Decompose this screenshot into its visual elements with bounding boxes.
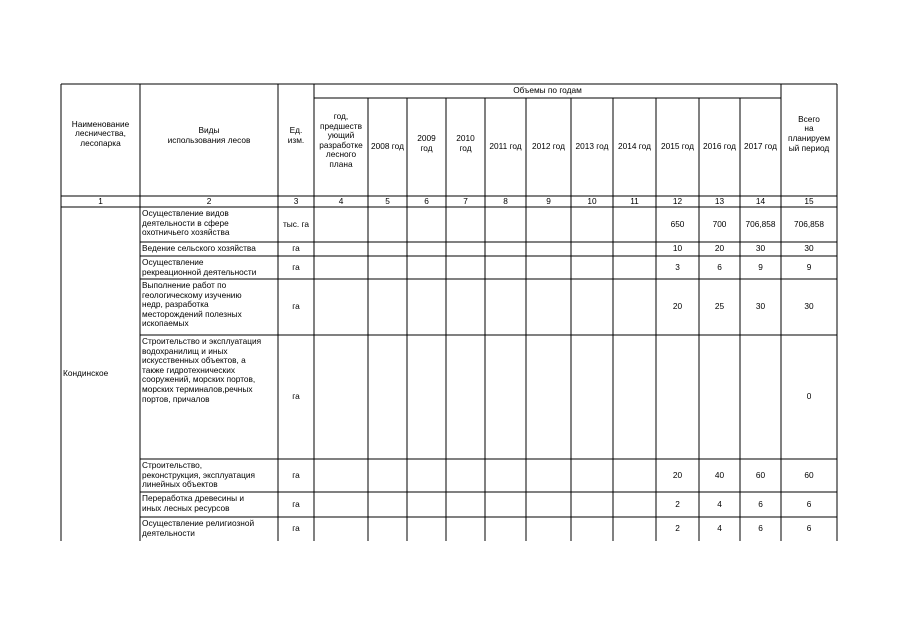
row-0-unit-text: тыс. га: [283, 218, 309, 229]
row-1-total: [781, 242, 837, 256]
row-3-2017-text: 30: [755, 301, 766, 312]
row-3-2016: [699, 279, 740, 335]
row-6-2016: [699, 492, 740, 517]
row-1-total-text: 30: [804, 243, 814, 254]
row-2-2015-text: 3: [675, 261, 680, 272]
header-year-7: [613, 98, 656, 196]
header-use-type-text: Виды использования лесов: [167, 125, 251, 145]
header-year-4: [485, 98, 526, 196]
column-number-2: [140, 196, 278, 207]
row-1-2015: [656, 242, 699, 256]
column-number-5: [368, 196, 407, 207]
column-number-11: [613, 196, 656, 207]
row-7-use-type-text: Осуществление религиозной деятельности: [142, 519, 255, 538]
header-year-4-text: 2011 год: [489, 141, 522, 152]
column-number-4: [314, 196, 368, 207]
row-0-total-text: 706,858: [794, 218, 824, 229]
row-5-2015: [656, 459, 699, 492]
row-3-use-type-text: Выполнение работ по геологическому изучению недр, разработка месторождений полезных ископаемых: [142, 281, 242, 329]
row-0-2016-text: 700: [712, 218, 727, 229]
row-0-2016: [699, 207, 740, 242]
row-5-total: [781, 459, 837, 492]
header-year-9: [699, 98, 740, 196]
row-7-2017: [740, 517, 781, 541]
column-number-6-text: 6: [424, 196, 429, 206]
row-0-2015-text: 650: [670, 218, 685, 229]
row-2-2017-text: 9: [758, 261, 763, 272]
header-year-9-text: 2016 год: [703, 141, 736, 152]
column-number-7-text: 7: [463, 196, 468, 206]
row-2-2016: [699, 256, 740, 279]
row-7-use-type: [140, 519, 278, 541]
row-5-2017-text: 60: [755, 469, 766, 480]
row-5-2016: [699, 459, 740, 492]
row-2-unit-text: га: [292, 261, 300, 272]
row-2-2015: [656, 256, 699, 279]
header-year-2: [407, 98, 446, 190]
row-6-use-type: [140, 494, 278, 517]
forestry-name-text: Кондинское: [63, 368, 109, 379]
row-0-2017: [740, 207, 781, 242]
header-year-1-text: 2008 год: [371, 141, 404, 152]
row-3-total: [781, 279, 837, 335]
header-year-3-text: 2010 год: [456, 133, 475, 153]
row-2-unit: [278, 256, 314, 279]
row-6-use-type-text: Переработка древесины и иных лесных ресурсов: [142, 494, 245, 513]
header-total-text: Всего на планируем ый период: [787, 113, 831, 153]
row-0-2015: [656, 207, 699, 242]
column-number-4-text: 4: [338, 196, 344, 206]
row-4-2016: [699, 335, 740, 459]
column-number-15: [781, 196, 837, 207]
row-1-use-type-text: Ведение сельского хозяйства: [142, 244, 256, 253]
row-6-unit-text: га: [292, 498, 300, 509]
header-volumes-by-year: [314, 84, 781, 98]
header-forestry-text: Наименование лесничества, лесопарка: [71, 118, 130, 148]
row-5-use-type-text: Строительство, реконструкция, эксплуатация линейных объектов: [142, 461, 256, 490]
row-7-2015: [656, 517, 699, 541]
column-number-1-text: 1: [98, 196, 103, 206]
row-5-unit: [278, 459, 314, 492]
header-year-7-text: 2014 год: [618, 141, 651, 152]
row-0-use-type-text: Осуществление видов деятельности в сфере охотничьего хозяйства: [142, 209, 230, 238]
column-number-5-text: 5: [385, 196, 390, 206]
column-number-10-text: 10: [587, 196, 597, 206]
row-4-2015: [656, 335, 699, 459]
column-number-12: [656, 196, 699, 207]
column-number-2-text: 2: [206, 196, 212, 206]
row-1-unit: [278, 242, 314, 256]
row-6-2016-text: 4: [717, 498, 722, 509]
header-year-8-text: 2015 год: [661, 141, 694, 152]
column-number-9: [526, 196, 571, 207]
row-1-2017-text: 30: [755, 243, 766, 254]
row-1-2016: [699, 242, 740, 256]
header-year-1: [368, 98, 407, 196]
header-year-0: [314, 112, 368, 180]
row-0-2017-text: 706,858: [745, 218, 776, 229]
column-number-6: [407, 196, 446, 207]
row-3-unit-text: га: [292, 301, 300, 312]
row-0-unit: [278, 207, 314, 242]
row-7-total-text: 6: [806, 523, 812, 534]
row-5-total-text: 60: [804, 469, 814, 480]
row-1-2016-text: 20: [714, 243, 725, 254]
column-number-14-text: 14: [755, 196, 766, 206]
row-7-total: [781, 517, 837, 541]
row-2-use-type: [140, 258, 278, 279]
header-year-10-text: 2017 год: [744, 141, 777, 152]
column-number-9-text: 9: [546, 196, 551, 206]
column-number-12-text: 12: [672, 196, 683, 206]
header-total: [781, 84, 837, 184]
row-1-use-type: [140, 244, 278, 256]
row-3-unit: [278, 279, 314, 335]
row-4-total: [781, 335, 837, 459]
row-4-total-text: 0: [806, 391, 812, 402]
row-0-use-type: [140, 209, 278, 242]
row-6-2017-text: 6: [758, 498, 763, 509]
column-number-3: [278, 196, 314, 207]
row-7-2016: [699, 517, 740, 541]
column-number-10: [571, 196, 613, 207]
header-year-8: [656, 98, 699, 196]
row-1-2017: [740, 242, 781, 256]
header-year-6-text: 2013 год: [575, 141, 609, 152]
row-6-total: [781, 492, 837, 517]
column-number-7: [446, 196, 485, 207]
header-year-0-text: год, предшеств ующий разработке лесного плана: [319, 112, 363, 169]
header-use-type: [140, 84, 278, 188]
row-6-2017: [740, 492, 781, 517]
row-4-unit: [278, 335, 314, 459]
column-number-3-text: 3: [293, 196, 299, 206]
row-7-unit: [278, 517, 314, 541]
row-5-use-type: [140, 461, 278, 492]
row-5-2017: [740, 459, 781, 492]
header-year-3: [446, 98, 485, 190]
row-4-use-type-text: Строительство и эксплуатация водохранилищ и иных искусственных объектов, а также гидротехнических сооружений, морских портов, морских терминалов,речных портов, причалов: [142, 337, 262, 404]
row-5-2015-text: 20: [672, 469, 683, 480]
forestry-name: [61, 207, 140, 541]
column-number-1: [61, 196, 140, 207]
row-3-total-text: 30: [804, 301, 814, 312]
column-number-8-text: 8: [503, 196, 508, 206]
row-5-2016-text: 40: [714, 469, 725, 480]
column-number-8: [485, 196, 526, 207]
column-number-14: [740, 196, 781, 207]
row-3-2015: [656, 279, 699, 335]
row-4-2017: [740, 335, 781, 459]
row-2-2016-text: 6: [717, 261, 722, 272]
row-7-2015-text: 2: [675, 523, 680, 534]
header-year-10: [740, 98, 781, 196]
row-3-2015-text: 20: [672, 301, 683, 312]
column-number-13-text: 13: [714, 196, 725, 206]
row-1-unit-text: га: [292, 243, 300, 254]
row-6-unit: [278, 492, 314, 517]
header-year-2-text: 2009 год: [417, 133, 436, 153]
row-6-2015-text: 2: [675, 498, 680, 509]
header-unit: [278, 84, 314, 188]
row-0-total: [781, 207, 837, 242]
header-year-5: [526, 98, 571, 196]
header-year-6: [571, 98, 613, 196]
row-7-2017-text: 6: [758, 523, 763, 534]
row-3-use-type: [140, 281, 278, 335]
row-5-unit-text: га: [292, 469, 300, 480]
column-number-11-text: 11: [630, 196, 639, 206]
row-2-2017: [740, 256, 781, 279]
row-4-use-type: [140, 337, 278, 459]
row-2-total: [781, 256, 837, 279]
column-number-15-text: 15: [804, 196, 814, 206]
row-6-total-text: 6: [806, 498, 812, 509]
row-6-2015: [656, 492, 699, 517]
row-3-2016-text: 25: [714, 301, 725, 312]
row-1-2015-text: 10: [672, 243, 683, 254]
header-unit-text: Ед. изм.: [287, 125, 305, 145]
header-volumes-by-year-text: Объемы по годам: [513, 85, 582, 96]
row-7-unit-text: га: [292, 523, 300, 534]
header-year-5-text: 2012 год: [532, 141, 565, 152]
row-2-total-text: 9: [806, 261, 812, 272]
row-3-2017: [740, 279, 781, 335]
header-forestry: [61, 84, 140, 184]
row-7-2016-text: 4: [717, 523, 722, 534]
column-number-13: [699, 196, 740, 207]
row-4-unit-text: га: [292, 391, 300, 402]
row-2-use-type-text: Осуществление рекреационной деятельности: [142, 258, 257, 277]
